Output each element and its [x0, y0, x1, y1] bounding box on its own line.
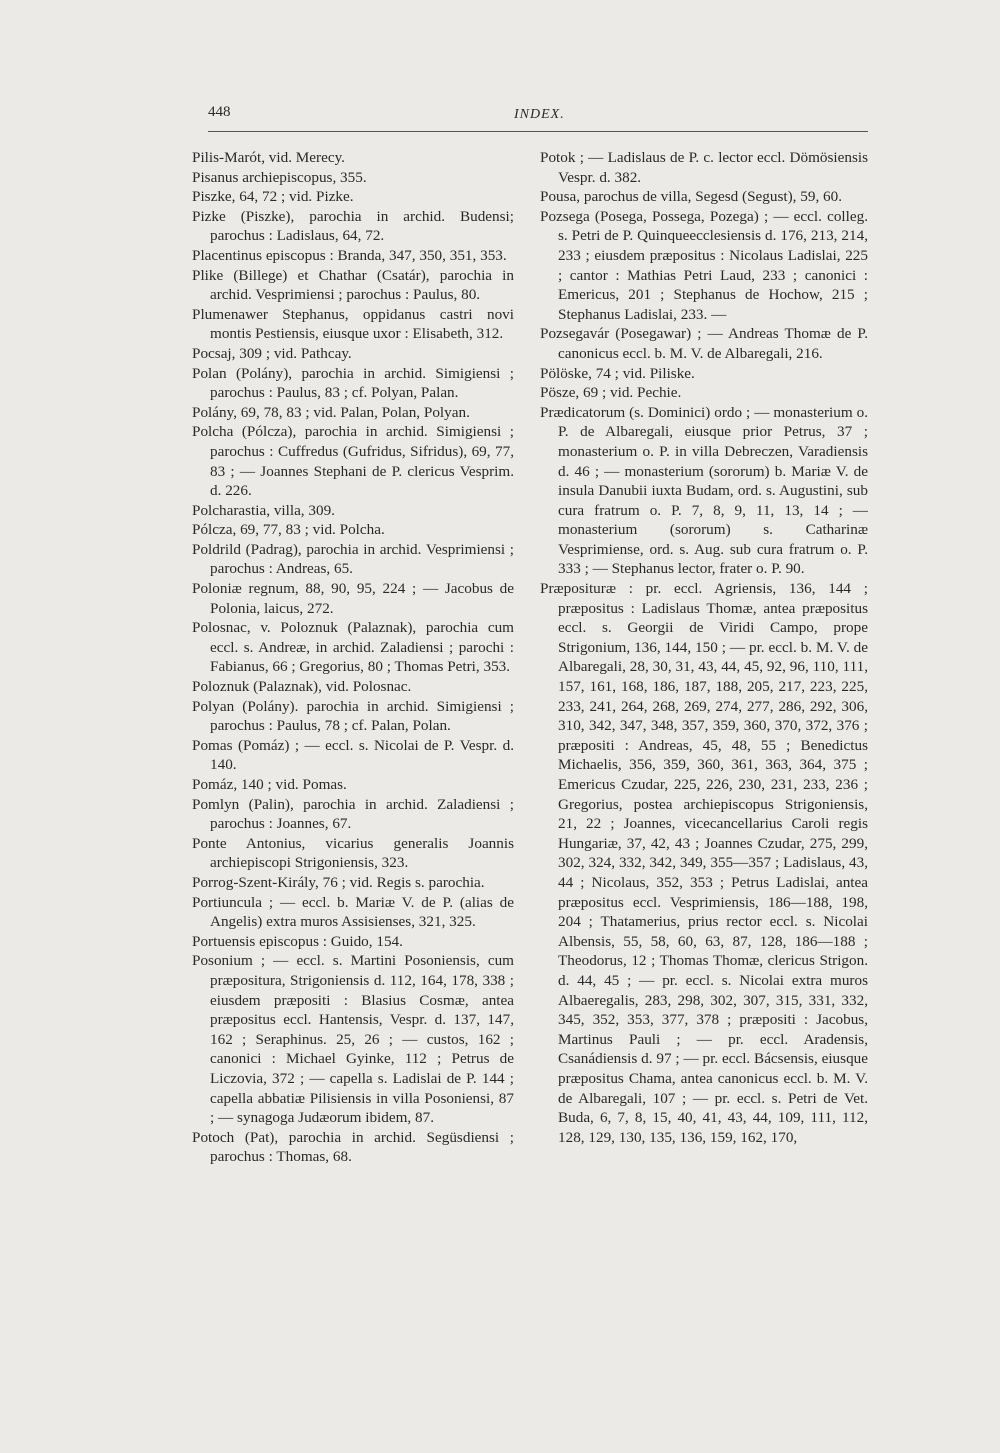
index-entry: Potok ; — Ladislaus de P. c. lector eccl. Dömösiensis Vespr. d. 382.	[540, 149, 868, 186]
header-rule	[208, 131, 868, 132]
index-entry: Potoch (Pat), parochia in archid. Següsdiensi ; parochus : Thomas, 68.	[192, 1128, 514, 1166]
index-entry: Polcharastia, villa, 309.	[192, 501, 335, 519]
index-entry: Plike (Billege) et Chathar (Csatár), parochia in archid. Vesprimiensi ; parochus : Paulus, 80.	[192, 266, 514, 304]
index-entry: Pomáz, 140 ; vid. Pomas.	[192, 776, 347, 793]
index-entry: Pösze, 69 ; vid. Pechie.	[540, 384, 682, 402]
index-entry: Ponte Antonius, vicarius generalis Joannis archiepiscopi Strigoniensis, 323.	[192, 834, 514, 872]
running-title: INDEX.	[514, 107, 565, 122]
index-entry: Præposituræ : pr. eccl. Agriensis, 136, 144 ; præpositus : Ladislaus Thomæ, antea præpositus eccl. s. Georgii de Viridi Campo, prope Strigonium, 136, 144, 150 ; — pr. eccl. b. M. V. de Albaregali, 28, 30, 31, 43, 44, 45, 92, 96, 110, 111, 157, 161, 168, 186, 187, 188, 205, 217, 223, 225, 233, 241, 264, 268, 269, 274, 277, 286, 292, 306, 310, 342, 347, 348, 357, 359, 360, 370, 372, 376 ; præpositi : Andreas, 45, 48, 55 ; Benedictus Michaelis, 356, 359, 360, 361, 363, 364, 375 ; Emericus Czudar, 225, 226, 230, 231, 233, 236 ; Gregorius, postea archiepiscopus Strigoniensis, 21, 22 ; Joannes, vicecancellarius Caroli regis Hungariæ, 37, 42, 43 ; Joannes Czudar, 275, 299, 302, 324, 332, 342, 349, 355—357 ; Ladislaus, 43, 44 ; Nicolaus, 352, 353 ; Petrus Ladislai, antea præpositus eccl. Vesprimiensis, 186—188, 198, 204 ; Thatamerius, prius rector eccl. s. Nicolai Albensis, 55, 58, 60, 63, 87, 128, 186—188 ; Theodorus, 12 ; Thomas Thomæ, clericus Strigon. d. 44, 45 ; — pr. eccl. s. Nicolai extra muros Albaeregalis, 283, 298, 302, 307, 315, 331, 332, 345, 352, 353, 377, 378 ; præpositi : Jacobus, Martinus Pauli ; — pr. eccl. Aradensis, Csanádiensis d. 97 ; — pr. eccl. Bácsensis, eiusque præpositus Chama, antea canonicus eccl. b. M. V. de Albaregali, 107 ; — pr. eccl. s. Petri de Vet. Buda, 6, 7, 8, 15, 40, 41, 43, 44, 109, 111, 112, 128, 129, 130, 135, 136, 159, 162, 170,	[540, 580, 868, 1146]
index-entry: Placentinus episcopus : Branda, 347, 350, 351, 353.	[192, 246, 507, 264]
index-entry: Polány, 69, 78, 83 ; vid. Palan, Polan, Polyan.	[192, 403, 470, 421]
index-entry: Porrog-Szent-Király, 76 ; vid. Regis s. parochia.	[192, 873, 485, 891]
index-entry: Pozsega (Posega, Possega, Pozega) ; — eccl. colleg. s. Petri de P. Quinqueecclesiensis d. 176, 213, 214, 233 ; eiusdem præpositus : Nicolaus Ladislai, 225 ; cantor : Mathias Petri Laud, 233 ; canonici : Emericus, 201 ; Stephanus de Hochow, 215 ; Stephanus Ladislai, 233. —	[540, 207, 868, 323]
index-entry: Pilis-Marót, vid. Merecy.	[192, 149, 345, 166]
left-index-column	[190, 148, 514, 1167]
index-entry: Prædicatorum (s. Dominici) ordo ; — monasterium o. P. de Albaregali, eiusque prior Petrus, 37 ; monasterium o. P. in villa Debreczen, Varadiensis d. 46 ; — monasterium (sororum) b. Mariæ V. de insula Danubii iuxta Budam, ord. s. Augustini, sub cura fratrum o. P. 7, 8, 9, 11, 13, 14 ; — monasterium (sororum) s. Catharinæ Vesprimiense, ord. s. Aug. sub cura fratrum o. P. 333 ; — Stephanus lector, frater o. P. 90.	[540, 403, 868, 578]
index-entry: Portuensis episcopus : Guido, 154.	[192, 932, 403, 950]
index-entry: Pousa, parochus de villa, Segesd (Segust), 59, 60.	[540, 188, 843, 206]
index-entry: Polan (Polány), parochia in archid. Simigiensi ; parochus : Paulus, 83 ; cf. Polyan, Palan.	[192, 364, 514, 402]
index-entry: Pomas (Pomáz) ; — eccl. s. Nicolai de P. Vespr. d. 140.	[192, 736, 514, 774]
index-entry: Pocsaj, 309 ; vid. Pathcay.	[192, 344, 352, 362]
index-entry: Pólcza, 69, 77, 83 ; vid. Polcha.	[192, 521, 385, 539]
index-entry: Polyan (Polány). parochia in archid. Simigiensi ; parochus : Paulus, 78 ; cf. Palan, Polan.	[192, 697, 514, 735]
index-entry: Pisanus archiepiscopus, 355.	[192, 168, 367, 186]
page-number: 448	[208, 104, 231, 120]
right-index-column	[538, 148, 868, 1147]
index-entry: Pozsegavár (Posegawar) ; — Andreas Thomæ de P. canonicus eccl. b. M. V. de Albaregali, 216.	[540, 325, 868, 362]
index-entry: Poloznuk (Palaznak), vid. Polosnac.	[192, 678, 412, 696]
page-header	[208, 104, 868, 134]
index-entry: Polosnac, v. Poloznuk (Palaznak), parochia cum eccl. s. Andreæ, in archid. Zaladiensi ; parochi : Fabianus, 66 ; Gregorius, 80 ; Thomas Petri, 353.	[192, 619, 514, 676]
index-entry: Piszke, 64, 72 ; vid. Pizke.	[192, 188, 354, 206]
index-entry: Polcha (Pólcza), parochia in archid. Simigiensi ; parochus : Cuffredus (Gufridus, Sifridus), 69, 77, 83 ; — Joannes Stephani de P. clericus Vesprim. d. 226.	[192, 423, 514, 500]
index-entry: Poloniæ regnum, 88, 90, 95, 224 ; — Jacobus de Polonia, laicus, 272.	[192, 580, 514, 617]
index-entry: Portiuncula ; — eccl. b. Mariæ V. de P. (alias de Angelis) extra muros Assisienses, 321, 325.	[192, 893, 514, 931]
index-entry: Poldrild (Padrag), parochia in archid. Vesprimiensi ; parochus : Andreas, 65.	[192, 540, 514, 578]
index-entry: Posonium ; — eccl. s. Martini Posoniensis, cum præpositura, Strigoniensis d. 112, 164, 178, 338 ; eiusdem præpositi : Blasius Cosmæ, antea præpositus eccl. Hantensis, Vespr. d. 137, 147, 162 ; Seraphinus. 25, 26 ; — custos, 162 ; canonici : Michael Gyinke, 112 ; Petrus de Liczovia, 372 ; — capella s. Ladislai de P. 144 ; capella abbatiæ Pilisiensis in villa Posoniensi, 87 ; — synagoga Judæorum ibidem, 87.	[192, 952, 514, 1127]
index-entry: Plumenawer Stephanus, oppidanus castri novi montis Pestiensis, eiusque uxor : Elisabeth, 312.	[192, 305, 514, 343]
index-entry: Pölöske, 74 ; vid. Piliske.	[540, 364, 695, 382]
index-entry: Pizke (Piszke), parochia in archid. Budensi; parochus : Ladislaus, 64, 72.	[192, 207, 514, 245]
index-entry: Pomlyn (Palin), parochia in archid. Zaladiensi ; parochus : Joannes, 67.	[192, 795, 514, 833]
